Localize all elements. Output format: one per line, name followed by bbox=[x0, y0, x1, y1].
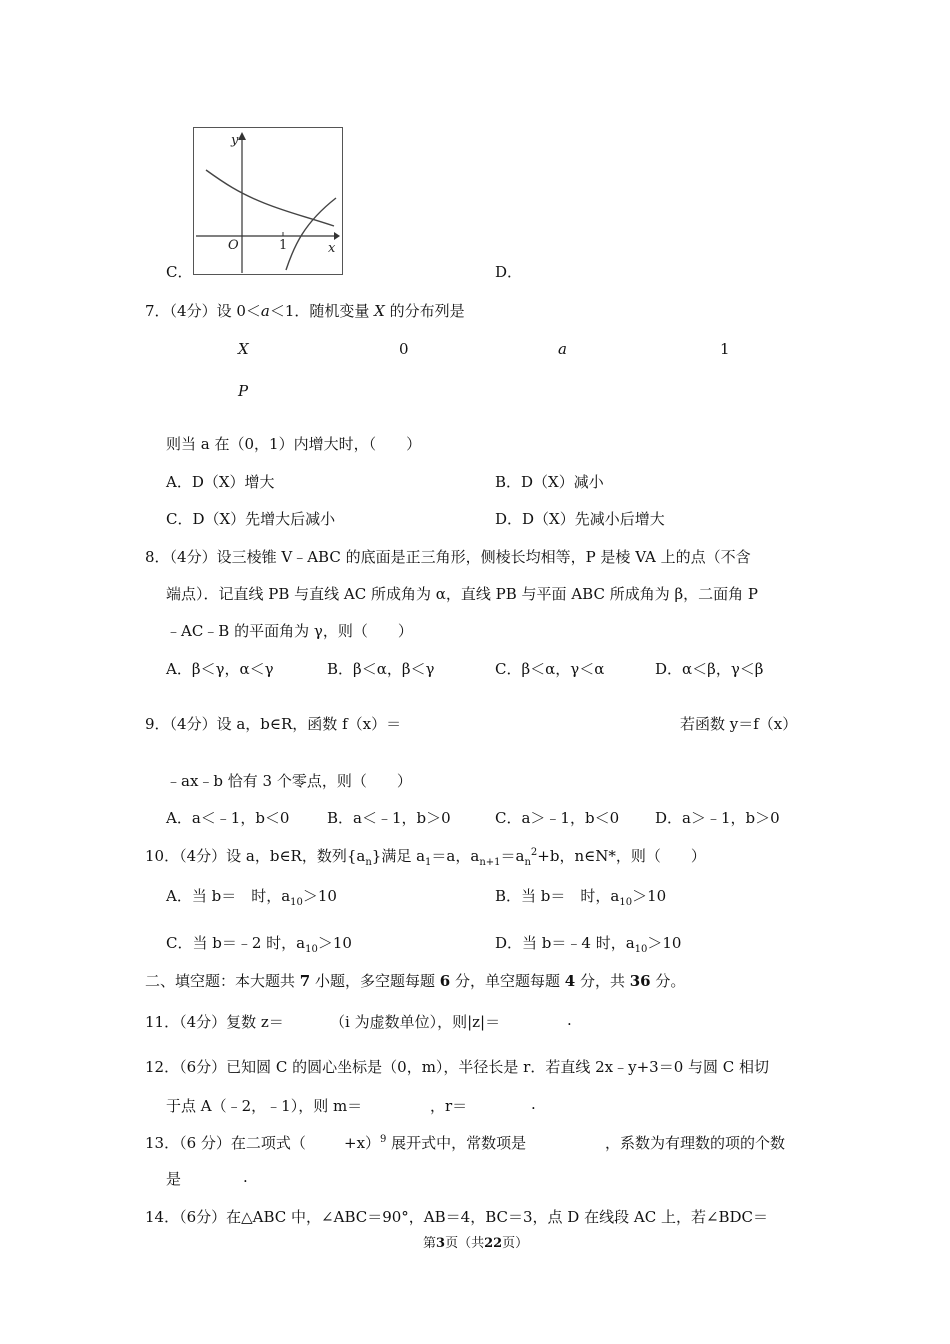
q13-constant-term: 展开式中，常数项是 bbox=[386, 1134, 527, 1152]
q10-option-b bbox=[495, 885, 666, 908]
x-axis-arrow bbox=[334, 232, 340, 240]
q7-option-b: B．D（X）减小 bbox=[495, 473, 604, 491]
footer-total-pages: 22 bbox=[484, 1236, 503, 1251]
q12-line-2-b: ，r＝ bbox=[430, 1097, 468, 1115]
table-cell-x: X bbox=[238, 340, 249, 358]
origin-label: O bbox=[228, 238, 239, 253]
y-axis-label: y bbox=[231, 133, 239, 148]
q10-option-b-sub: 10 bbox=[619, 897, 633, 908]
tick-label-1: 1 bbox=[279, 238, 288, 253]
q9-line-1-right: 若函数 y＝f（x） bbox=[680, 715, 798, 733]
q7-option-c: C．D（X）先增大后减小 bbox=[166, 510, 336, 528]
footer-post: 页） bbox=[502, 1236, 529, 1251]
q8-option-a: A．β＜γ，α＜γ bbox=[166, 660, 274, 678]
q10-stem bbox=[145, 845, 706, 868]
section-2-suffix: 分。 bbox=[650, 972, 686, 990]
q11-left: 11．（4分）复数 z＝ bbox=[145, 1013, 284, 1031]
section-2-prefix: 二、填空题：本大题共 bbox=[145, 972, 300, 990]
q10-stem-a: 10．（4分）设 a，b∈R，数列{a bbox=[145, 847, 366, 865]
footer-pre: 第 bbox=[423, 1236, 437, 1251]
option-d-label: D． bbox=[495, 263, 523, 281]
q13-line-1-d: ，系数为有理数的项的个数 bbox=[605, 1134, 786, 1152]
graph-svg bbox=[194, 128, 342, 274]
section-2-total: 36 bbox=[629, 972, 651, 990]
q11-end: . bbox=[567, 1011, 572, 1029]
q10-option-a bbox=[166, 885, 337, 908]
section-2-multi-score: 6 bbox=[439, 972, 451, 990]
q8-option-b: B．β＜α，β＜γ bbox=[327, 660, 435, 678]
q7-question: 则当 a 在（0，1）内增大时，（ ） bbox=[166, 435, 422, 453]
q12-line-1: 12．（6分）已知圆 C 的圆心坐标是（0，m），半径长是 r．若直线 2x﹣y+3＝0 与圆 C 相切 bbox=[145, 1058, 770, 1076]
q10-option-b-suffix: ＞10 bbox=[632, 887, 667, 905]
x-axis-label: x bbox=[328, 241, 336, 256]
q7-option-d: D．D（X）先减小后增大 bbox=[495, 510, 665, 528]
q7-stem-x: X bbox=[374, 302, 385, 320]
q7-stem-a: a bbox=[260, 302, 270, 320]
q9-option-d: D．a＞﹣1，b＞0 bbox=[655, 809, 780, 827]
q8-line-1: 8．（4分）设三棱锥 V﹣ABC 的底面是正三角形，侧棱长均相等，P 是棱 VA 上的点（不含 bbox=[145, 548, 751, 566]
q13-exponent: 9 bbox=[380, 1134, 387, 1145]
q9-line-1: 9．（4分）设 a，b∈R，函数 f（x）＝ bbox=[145, 715, 402, 733]
q10-option-d-sub: 10 bbox=[634, 944, 648, 955]
q9-option-c: C．a＞﹣1，b＜0 bbox=[495, 809, 620, 827]
option-c-label: C． bbox=[166, 263, 193, 281]
q8-option-d: D．α＜β，γ＜β bbox=[655, 660, 764, 678]
q10-sub-n1: n+1 bbox=[479, 857, 501, 868]
table-cell-1: 1 bbox=[720, 340, 730, 358]
q7-stem-prefix: 7．（4分）设 0＜ bbox=[145, 302, 261, 320]
q7-option-a: A．D（X）增大 bbox=[166, 473, 275, 491]
section-2-count: 7 bbox=[299, 972, 311, 990]
q10-option-c bbox=[166, 932, 352, 955]
q11-mid: （i 为虚数单位），则|z|＝ bbox=[330, 1013, 501, 1031]
q12-line-2-c: . bbox=[531, 1095, 536, 1113]
q14-line-1: 14．（6分）在△ABC 中，∠ABC＝90°，AB＝4，BC＝3，点 D 在线段 AC 上，若∠BDC＝ bbox=[145, 1208, 769, 1226]
section-2-mid2: 分，单空题每题 bbox=[450, 972, 565, 990]
y-axis-arrow bbox=[238, 132, 246, 140]
q10-option-d-suffix: ＞10 bbox=[647, 934, 682, 952]
q13-plus-x: +x） bbox=[344, 1134, 381, 1152]
q8-option-c: C．β＜α，γ＜α bbox=[495, 660, 605, 678]
q7-stem-mid: ＜1．随机变量 bbox=[269, 302, 375, 320]
increasing-curve bbox=[286, 198, 336, 270]
q7-stem-suffix: 的分布列是 bbox=[384, 302, 465, 320]
table-cell-p: P bbox=[238, 382, 249, 400]
function-graph-c bbox=[193, 127, 343, 275]
table-cell-a: a bbox=[558, 340, 567, 358]
q10-stem-d: ＝a bbox=[500, 847, 525, 865]
page-footer bbox=[423, 1232, 528, 1251]
q7-stem bbox=[145, 300, 465, 321]
q10-sup-2: 2 bbox=[530, 847, 538, 858]
section-2-single-score: 4 bbox=[564, 972, 576, 990]
q10-option-b-text: B．当 b＝ 时，a bbox=[495, 887, 620, 905]
q12-line-2-a: 于点 A（﹣2，﹣1），则 m＝ bbox=[166, 1097, 363, 1115]
q10-option-d bbox=[495, 932, 681, 955]
table-cell-0: 0 bbox=[399, 340, 409, 358]
q10-stem-e: +b，n∈N*，则（ ） bbox=[537, 847, 706, 865]
q13-line-1-a: 13．（6 分）在二项式（ bbox=[145, 1134, 306, 1152]
q13-line-2-b: . bbox=[243, 1168, 248, 1186]
q10-option-a-sub: 10 bbox=[290, 897, 303, 908]
q9-option-a: A．a＜﹣1，b＜0 bbox=[166, 809, 290, 827]
q10-sub-1: 1 bbox=[425, 857, 432, 868]
section-2-mid3: 分，共 bbox=[575, 972, 630, 990]
q10-sub-n: n bbox=[365, 857, 372, 868]
q10-stem-c: ＝a，a bbox=[431, 847, 480, 865]
q8-line-2: 端点）．记直线 PB 与直线 AC 所成角为 α，直线 PB 与平面 ABC 所成角为 β，二面角 P bbox=[166, 585, 758, 603]
q9-line-2: ﹣ax﹣b 恰有 3 个零点，则（ ） bbox=[166, 772, 412, 790]
q10-option-a-text: A．当 b＝ 时，a bbox=[166, 887, 291, 905]
q13-line-1-b bbox=[344, 1132, 526, 1153]
q10-option-c-sub: 10 bbox=[305, 944, 318, 955]
q9-option-b: B．a＜﹣1，b＞0 bbox=[327, 809, 451, 827]
q10-option-c-suffix: ＞10 bbox=[317, 934, 352, 952]
q13-line-2-a: 是 bbox=[166, 1170, 182, 1188]
q10-sub-n2: n bbox=[524, 857, 531, 868]
q10-option-d-text: D．当 b＝﹣4 时，a bbox=[495, 934, 635, 952]
q10-option-c-text: C．当 b＝﹣2 时，a bbox=[166, 934, 306, 952]
section-2-heading bbox=[145, 970, 685, 991]
q10-stem-b: }满足 a bbox=[371, 847, 426, 865]
section-2-mid1: 小题，多空题每题 bbox=[310, 972, 440, 990]
footer-mid: 页（共 bbox=[445, 1236, 485, 1251]
q8-line-3: ﹣AC﹣B 的平面角为 γ，则（ ） bbox=[166, 622, 413, 640]
footer-page-number: 3 bbox=[436, 1236, 446, 1251]
q10-option-a-suffix: ＞10 bbox=[302, 887, 337, 905]
